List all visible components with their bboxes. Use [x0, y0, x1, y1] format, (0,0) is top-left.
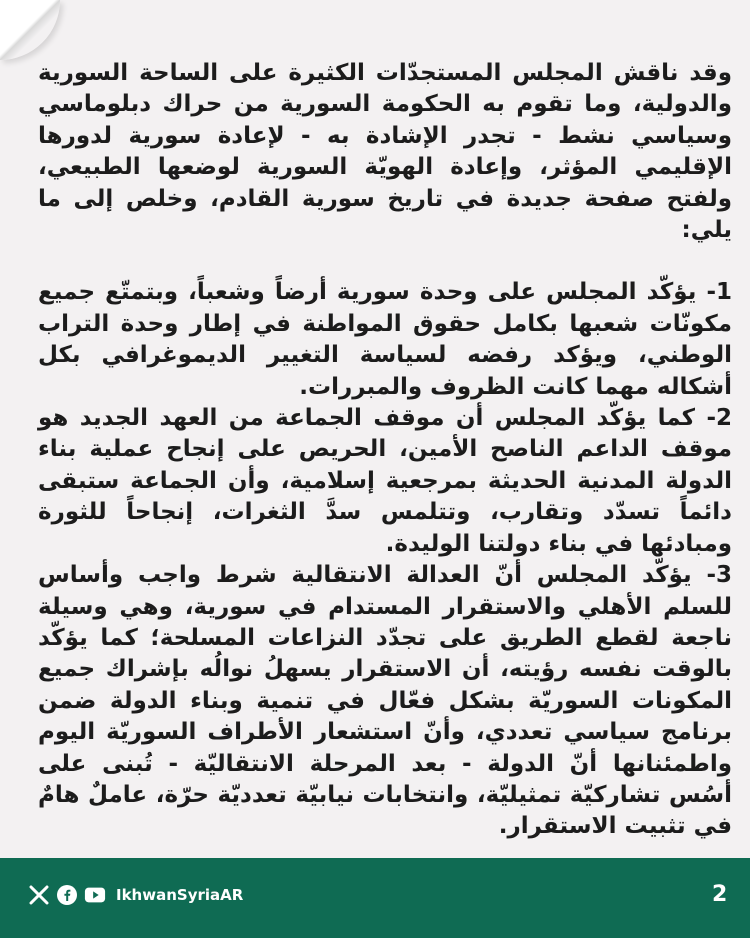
- page-number: 2: [712, 882, 728, 907]
- paragraph-gap: [38, 246, 732, 277]
- x-icon[interactable]: [28, 884, 50, 906]
- social-links: [28, 884, 243, 906]
- statement-text: [38, 58, 732, 843]
- point-2: 2- كما يؤكّد المجلس أن موقف الجماعة من العهد الجديد هو موقف الداعم الناصح الأمين، الحريص على إنجاح عملية بناء الدولة المدنية الحديثة بمرجعية إسلامية، وأن الجماعة ستبقى دائماً تسدّد وتقارب، وتتلمس سدَّ الثغرات، إنجاحاً للثورة ومبادئها في بناء دولتنا الوليدة.: [38, 405, 732, 557]
- youtube-icon[interactable]: [84, 884, 106, 906]
- footer-bar: [0, 858, 750, 938]
- social-handle: IkhwanSyriaAR: [116, 886, 244, 904]
- facebook-icon[interactable]: [56, 884, 78, 906]
- point-3: 3- يؤكّد المجلس أنّ العدالة الانتقالية شرط واجب وأساس للسلم الأهلي والاستقرار المستدام في سورية، وهي وسيلة ناجعة لقطع الطريق على تجدّد النزاعات المسلحة؛ كما يؤكّد بالوقت نفسه رؤيته، أن الاستقرار يسهلُ نوالُه بإشراك جميع المكونات السوريّة بشكل فعّال في تنمية وبناء الدولة ضمن برنامج سياسي تعددي، وأنّ استشعار الأطراف السوريّة اليوم واطمئنانها أنّ الدولة - بعد المرحلة الانتقاليّة - تُبنى على أسُس تشاركيّة تمثيليّة، وانتخابات نيابيّة تعدديّة حرّة، عاملٌ هامٌ في تثبيت الاستقرار.: [38, 562, 732, 840]
- intro-paragraph: وقد ناقش المجلس المستجدّات الكثيرة على الساحة السورية والدولية، وما تقوم به الحكومة السورية من حراك دبلوماسي وسياسي نشط - تجدر الإشادة به - لإعادة سورية لدورها الإقليمي المؤثر، وإعادة الهويّة السورية لوضعها الطبيعي، ولفتح صفحة جديدة في تاريخ سورية القادم، وخلص إلى ما يلي:: [38, 60, 732, 244]
- page-curl-decoration: [0, 0, 60, 60]
- point-1: 1- يؤكّد المجلس على وحدة سورية أرضاً وشعباً، وبتمتّع جميع مكونّات شعبها بكامل حقوق المواطنة في إطار وحدة التراب الوطني، ويؤكد رفضه لسياسة التغيير الديموغرافي بكل أشكاله مهما كانت الظروف والمبررات.: [38, 279, 732, 400]
